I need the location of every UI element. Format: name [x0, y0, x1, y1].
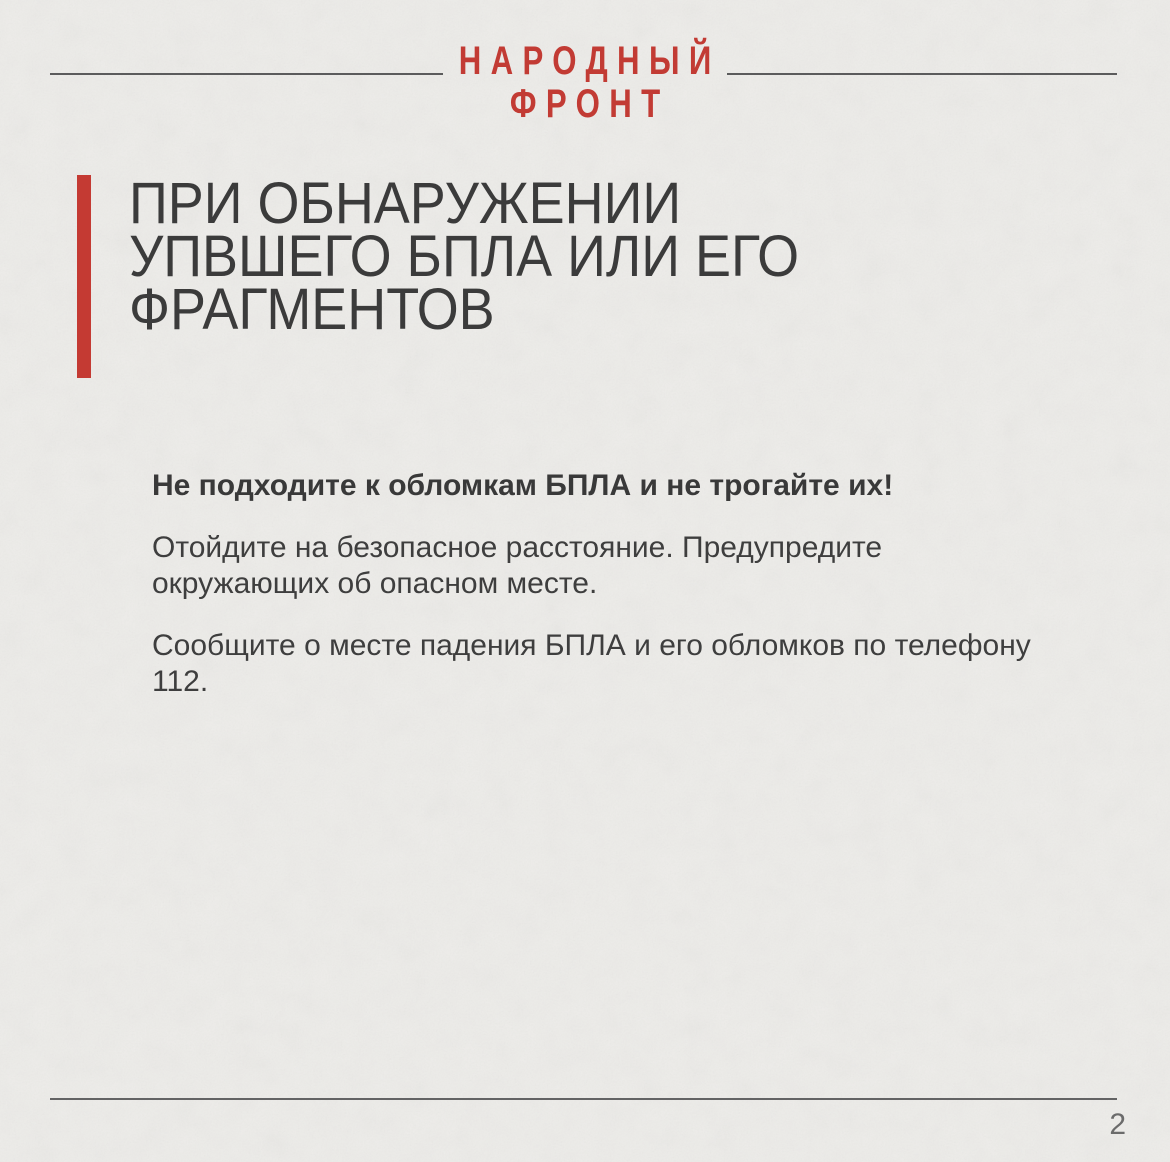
brand-logo-line2: ФРОНТ [509, 82, 670, 126]
body-text [152, 468, 1152, 726]
paragraph-distance-line2: окружающих об опасном месте. [152, 567, 598, 600]
paragraph-report-line2: 112. [152, 665, 209, 698]
paragraph-report-line1: Сообщите о месте падения БПЛА и его обломков по телефону [152, 629, 1031, 662]
title-accent-bar [77, 175, 91, 378]
page-title-line3: ФРАГМЕНТОВ [129, 277, 495, 342]
footer-rule [50, 1098, 1117, 1100]
paragraph-warning-line1: Не подходите к обломкам БПЛА и не трогайте их! [152, 469, 894, 502]
page-title-line1: ПРИ ОБНАРУЖЕНИИ [129, 171, 682, 236]
page-title [129, 171, 800, 342]
paragraph-distance [152, 530, 1152, 602]
paragraph-report [152, 628, 1152, 700]
brand-logo [129, 40, 1042, 126]
paragraph-distance-line1: Отойдите на безопасное расстояние. Предупредите [152, 531, 883, 564]
page-number: 2 [1109, 1108, 1126, 1141]
paragraph-warning [152, 468, 1152, 504]
brand-logo-line1: НАРОДНЫЙ [458, 39, 721, 83]
page-title-line2: УПВШЕГО БПЛА ИЛИ ЕГО [129, 224, 800, 289]
